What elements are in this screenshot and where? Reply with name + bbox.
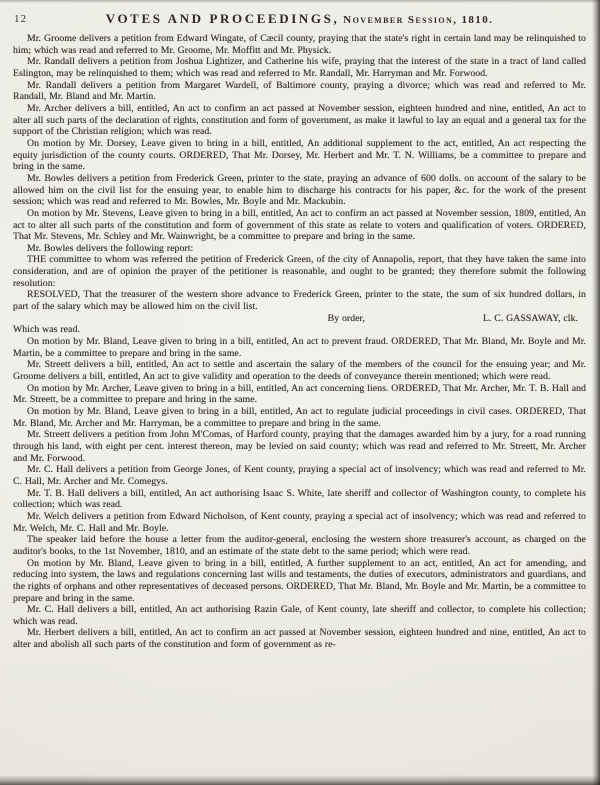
paragraph: Mr. Streett delivers a petition from John M'Comas, of Harford county, praying that the damages awarded him by a jury, for a road running through his land, with eight per cent. interest thereon, may be levied on said county; which was read and referred to Mr. Streett, Mr. Archer and Mr. Forwood. (13, 429, 586, 464)
paragraph: Mr. Randall delivers a petition from Margaret Wardell, of Baltimore county, praying a divorce; which was read and referred to Mr. Randall, Mr. Bland and Mr. Martin. (13, 79, 586, 103)
paragraph: Mr. C. Hall delivers a bill, entitled, An act authorising Razin Gale, of Kent county, late sheriff and collector, to complete his collection; which was read. (13, 604, 586, 627)
paragraph: Mr. Groome delivers a petition from Edward Wingate, of Cæcil county, praying that the state's right in certain land may be relinquished to him; which was read and referred to Mr. Groome, Mr. Moffitt and Mr. Physick. (13, 33, 586, 56)
by-order-line (13, 313, 586, 325)
paragraph: RESOLVED, That the treasurer of the western shore advance to Frederick Green, printer to the state, the sum of six hundred dollars, in part of the salary which may be allowed him on the civil list. (13, 289, 586, 313)
paragraph: Mr. C. Hall delivers a petition from George Jones, of Kent county, praying a special act of insolvency; which was read and referred to Mr. C. Hall, Mr. Archer and Mr. Comegys. (13, 464, 586, 487)
paragraph: THE committee to whom was referred the petition of Frederick Green, of the city of Annapolis, report, that they have taken the same into consideration, and are of opinion the prayer of the petitioner is reasonable, and ought to be granted; they therefore submit the following resolution: (13, 254, 586, 289)
paragraph: On motion by Mr. Bland, Leave given to bring in a bill, entitled, A further supplement to an act, entitled, An act for amending, and reducing into system, the laws and regulations concerning last wills and testaments, the duties of executors, administrators and guardians, and the rights of orphans and other representatives of deceased persons. ORDERED, That Mr. Bland, Mr. Boyle and Mr. Martin, be a committee to prepare and bring in the same. (13, 557, 586, 604)
paragraph: On motion by Mr. Bland, Leave given to bring in a bill, entitled, An act to regulate judicial proceedings in civil cases. ORDERED, That Mr. Bland, Mr. Archer and Mr. Harryman, be a committee to prepare and bring in the same. (13, 406, 586, 429)
clerk-signature: L. C. GASSAWAY, clk. (482, 312, 578, 324)
paragraph: On motion by Mr. Dorsey, Leave given to bring in a bill, entitled, An additional supplement to the act, entitled, An act respecting the equity jurisdiction of the county courts. ORDERED, That Mr. Dorsey, Mr. Herbert and Mr. T. N. Williams, be a committee to prepare and bring in the same. (13, 137, 586, 173)
paragraph: Mr. Welch delivers a petition from Edward Nicholson, of Kent county, praying a special act of insolvency; which was read and referred to Mr. Welch, Mr. C. Hall and Mr. Boyle. (13, 510, 586, 534)
paragraph: Mr. Streett delivers a bill, entitled, An act to settle and ascertain the salary of the members of the council for the ensuing year; and Mr. Groome delivers a bill, entitled, An act to give validity and operation to the deeds of conveyance therein mentioned; which were read. (13, 359, 586, 383)
scan-edge-top (0, 0, 600, 3)
page-body (13, 33, 586, 651)
page-header (13, 10, 586, 28)
paragraph: On motion by Mr. Archer, Leave given to bring in a bill, entitled, An act concerning liens. ORDERED, That Mr. Archer, Mr. T. B. Hall and Mr. Streett, be a committee to prepare and bring in the same. (13, 382, 586, 406)
paragraph: Mr. Herbert delivers a bill, entitled, An act to confirm an act passed at November session, eighteen hundred and nine, entitled, An act to alter and abolish all such parts of the constitution and form of government as re- (13, 627, 586, 651)
page-title: VOTES AND PROCEEDINGS, (105, 11, 340, 26)
page-number: 12 (14, 13, 27, 25)
scan-edge-right (592, 0, 600, 785)
paragraph: Mr. Bowles delivers the following report: (27, 242, 194, 254)
by-order-label: By order, (327, 312, 365, 324)
page-subtitle: November Session, 1810. (343, 14, 494, 26)
paragraph: Mr. Randall delivers a petition from Joshua Lightizer, and Catherine his wife, praying that the interest of the state in a tract of land called Eslington, may be relinquished to them; which was read and referred to Mr. Randall, Mr. Harryman and Mr. Forwood. (13, 56, 586, 79)
paragraph: On motion by Mr. Bland, Leave given to bring in a bill, entitled, An act to prevent fraud. ORDERED, That Mr. Bland, Mr. Boyle and Mr. Martin, be a committee to prepare and bring in the same. (13, 336, 586, 359)
paragraph: On motion by Mr. Stevens, Leave given to bring in a bill, entitled, An act to confirm an act passed at November session, 1809, entitled, An act to alter all such parts of the constitution and form of government of this state as relate to voters and qualification of voters. ORDERED, That Mr. Stevens, Mr. Schley and Mr. Wainwright, be a committee to prepare and bring in the same. (13, 207, 586, 243)
paragraph: Which was read. (13, 324, 80, 336)
paragraph: Mr. Archer delivers a bill, entitled, An act to confirm an act passed at November session, eighteen hundred and nine, entitled, An act to alter all such parts of the declaration of rights, constitution and form of government, as make it lawful to lay an equal and a general tax for the support of the Christian religion; which was read. (13, 102, 586, 138)
paragraph: Mr. T. B. Hall delivers a bill, entitled, An act authorising Isaac S. White, late sheriff and collector of Washington county, to complete his collection; which was read. (13, 487, 586, 511)
paragraph: The speaker laid before the house a letter from the auditor-general, enclosing the western shore treasurer's account, as charged on the auditor's books, to the 1st November, 1810, and an estimate of the state debt to the same period; which were read. (13, 534, 586, 557)
scan-edge-bottom (0, 775, 600, 785)
paragraph: Mr. Bowles delivers a petition from Frederick Green, printer to the state, praying an advance of 600 dolls. on account of the salary to be allowed him on the civil list for the ensuing year, to enable him to discharge his contracts for his paper, &c. for the work of the present session; which was read and referred to Mr. Bowles, Mr. Boyle and Mr. Mackubin. (13, 172, 586, 208)
